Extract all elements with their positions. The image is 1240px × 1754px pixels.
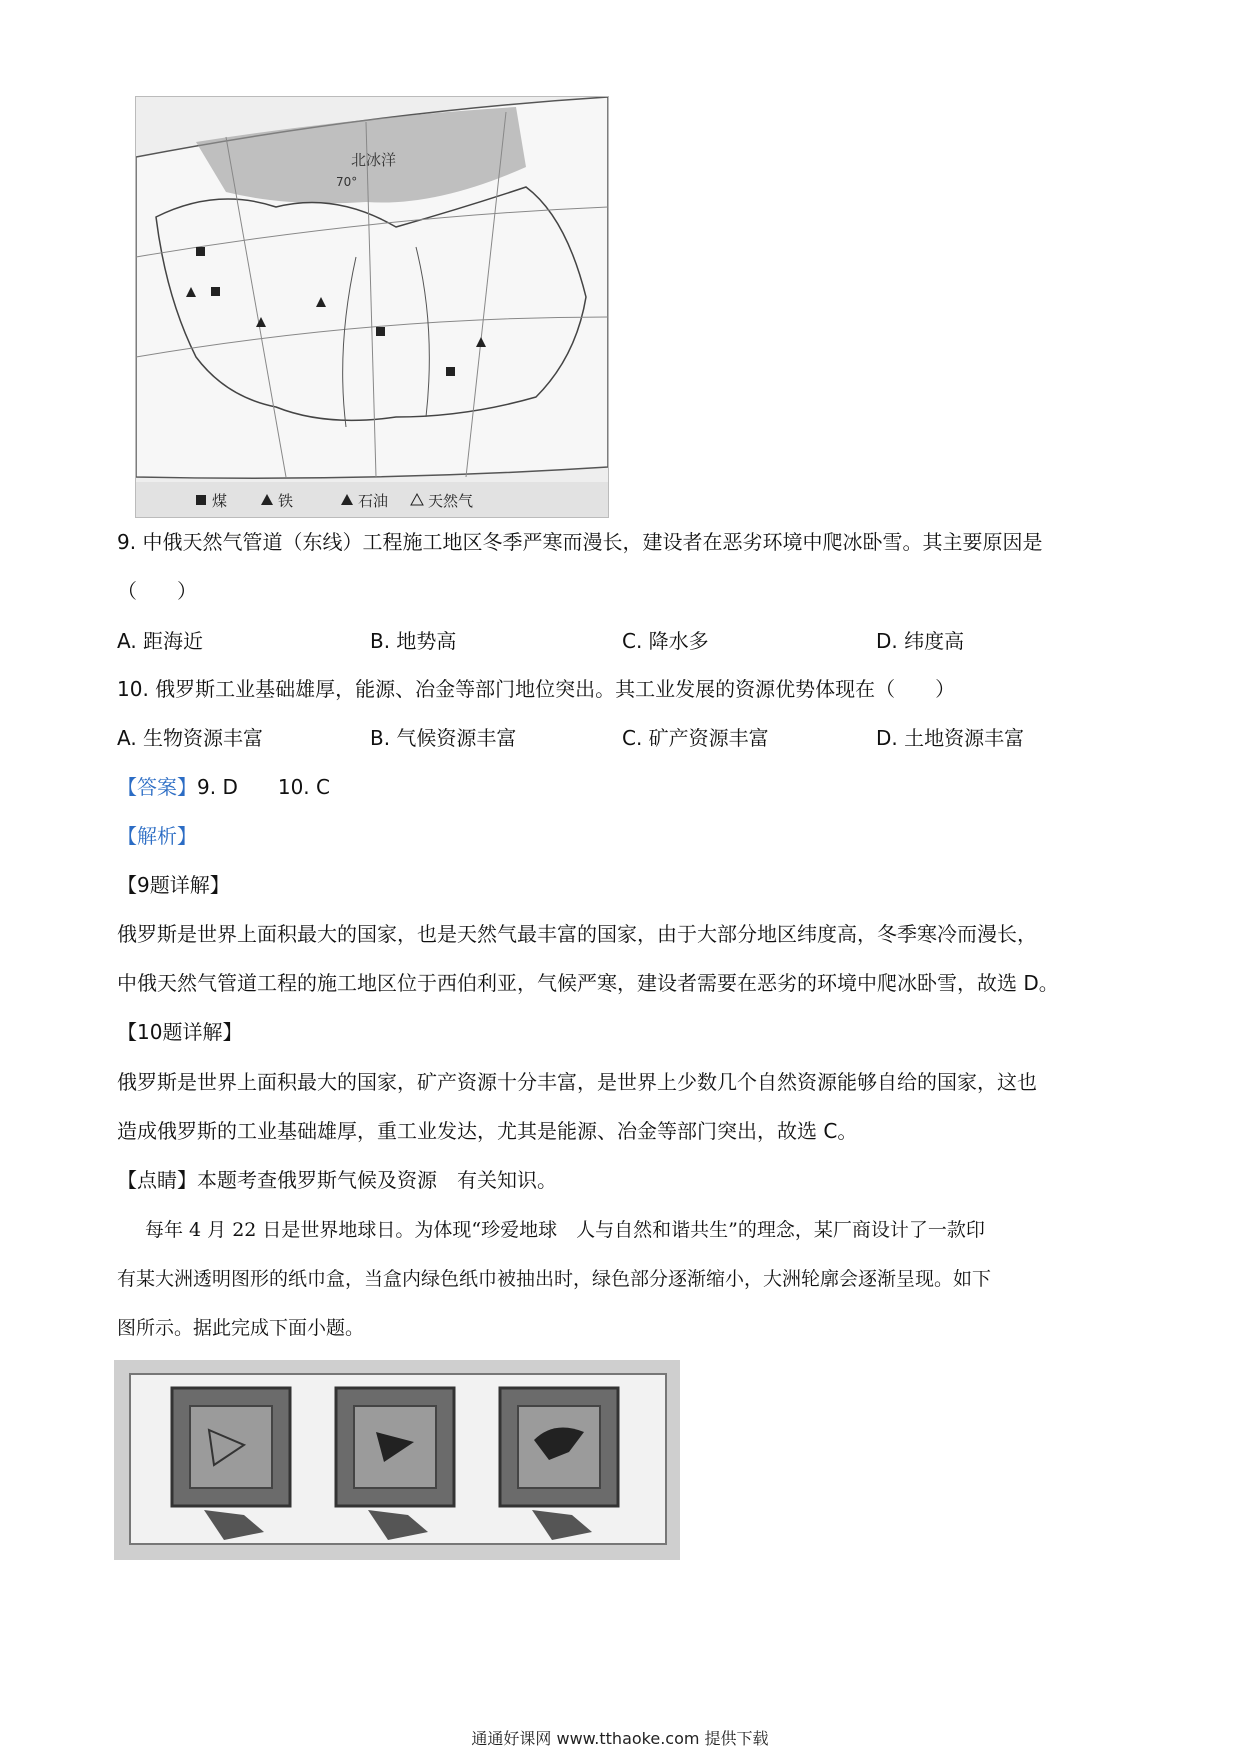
q10-option-a: A. 生物资源丰富 bbox=[117, 726, 264, 750]
answer-line bbox=[117, 772, 330, 802]
page-footer: 通通好课网 www.tthaoke.com 提供下载 bbox=[471, 1729, 769, 1748]
question-10-stem: 10. 俄罗斯工业基础雄厚，能源、冶金等部门地位突出。其工业发展的资源优势体现在（ ） bbox=[117, 677, 956, 701]
russia-resource-map bbox=[135, 96, 609, 518]
q9-option-c: C. 降水多 bbox=[622, 629, 709, 653]
question-9-bracket: （ ） bbox=[117, 579, 197, 603]
detail-10-line-1: 俄罗斯是世界上面积最大的国家，矿产资源十分丰富，是世界上少数几个自然资源能够自给的国家，这也 bbox=[117, 1070, 1037, 1094]
question-9-stem: 9. 中俄天然气管道（东线）工程施工地区冬季严寒而漫长，建设者在恶劣环境中爬冰卧雪。其主要原因是 bbox=[117, 530, 1043, 554]
answer-text: 9. D 10. C bbox=[197, 775, 330, 799]
passage-line-3: 图所示。据此完成下面小题。 bbox=[117, 1317, 365, 1339]
q9-option-b: B. 地势高 bbox=[370, 629, 457, 653]
legend-gas: 天然气 bbox=[428, 492, 474, 510]
q10-option-d: D. 土地资源丰富 bbox=[876, 726, 1025, 750]
analysis-tag: 【解析】 bbox=[117, 824, 197, 848]
detail-10-title: 【10题详解】 bbox=[117, 1020, 243, 1044]
passage-line-1: 每年 4 月 22 日是世界地球日。为体现“珍爱地球 人与自然和谐共生”的理念，某厂商设计了一款印 bbox=[145, 1219, 985, 1241]
detail-10-line-2: 造成俄罗斯的工业基础雄厚，重工业发达，尤其是能源、冶金等部门突出，故选 C。 bbox=[117, 1119, 858, 1143]
legend-oil: 石油 bbox=[358, 492, 389, 510]
detail-9-title: 【9题详解】 bbox=[117, 873, 230, 897]
detail-9-line-1: 俄罗斯是世界上面积最大的国家，也是天然气最丰富的国家，由于大部分地区纬度高，冬季寒冷而漫长， bbox=[117, 922, 1037, 946]
comment-line: 【点睛】本题考查俄罗斯气候及资源 有关知识。 bbox=[117, 1168, 557, 1192]
q10-option-b: B. 气候资源丰富 bbox=[370, 726, 517, 750]
answer-tag: 【答案】 bbox=[117, 775, 197, 799]
q10-option-c: C. 矿产资源丰富 bbox=[622, 726, 769, 750]
passage-line-2: 有某大洲透明图形的纸巾盒，当盒内绿色纸巾被抽出时，绿色部分逐渐缩小，大洲轮廓会逐渐呈现。如下 bbox=[117, 1268, 992, 1290]
tissue-box-graphic bbox=[114, 1360, 680, 1560]
legend-coal: 煤 bbox=[212, 492, 228, 510]
detail-9-line-2: 中俄天然气管道工程的施工地区位于西伯利亚，气候严寒，建设者需要在恶劣的环境中爬冰卧雪，故选 D。 bbox=[117, 971, 1059, 995]
q9-option-d: D. 纬度高 bbox=[876, 629, 965, 653]
q9-option-a: A. 距海近 bbox=[117, 629, 204, 653]
map-label-ocean: 北冰洋 bbox=[351, 151, 397, 169]
map-label-parallel: 70° bbox=[336, 175, 358, 189]
legend-iron: 铁 bbox=[278, 492, 294, 510]
tissue-box-figure bbox=[114, 1360, 680, 1560]
